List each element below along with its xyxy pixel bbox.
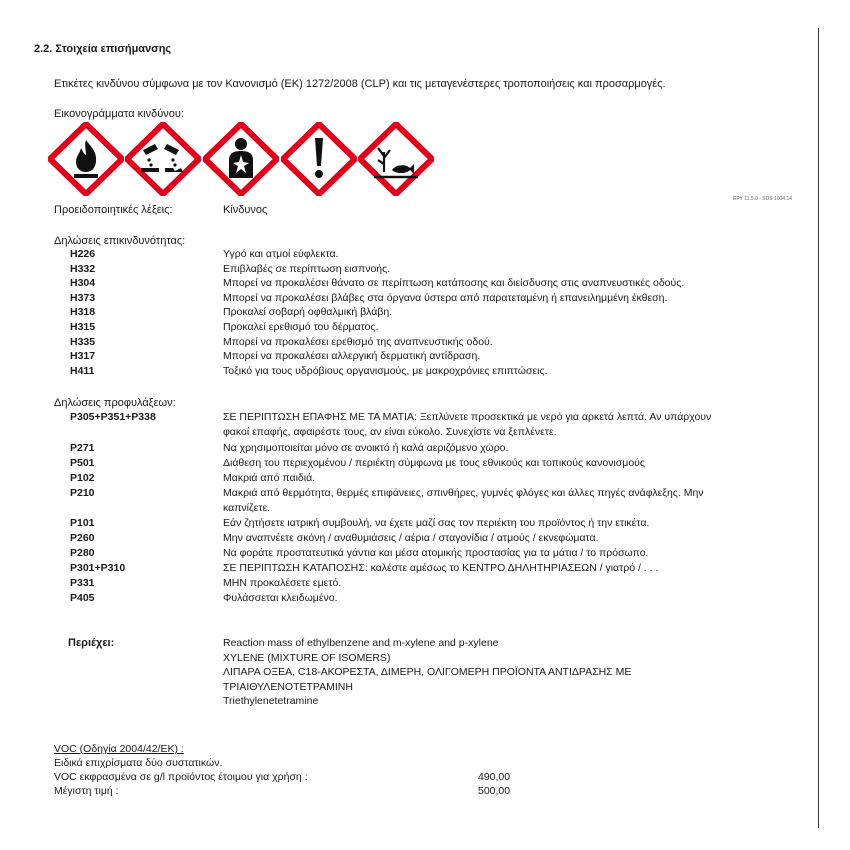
voc-line-1: Ειδικά επιχρίσματα δύο συστατικών. — [54, 757, 223, 769]
page-right-border — [818, 28, 819, 828]
hazard-code: H332 — [70, 262, 96, 275]
precaution-text: Να φοράτε προστατευτικά γάντια και μέσα ατομικής προστασίας για τα μάτια / το πρόσωπο. — [223, 547, 649, 559]
hazard-text: Μπορεί να προκαλέσει θάνατο σε περίπτωση κατάποσης και διείσδυσης στις αναπνευστικές οδούς. — [223, 277, 685, 290]
voc-line-2-label: VOC εκφρασμένα σε g/l προϊόντος έτοιμου για χρήση : — [54, 771, 308, 783]
precaution-text: ΣΕ ΠΕΡΙΠΤΩΣΗ ΕΠΑΦΗΣ ΜΕ ΤΑ ΜΑΤΙΑ: Ξεπλύνετε προσεκτικά με νερό για αρκετά λεπτά. Αν υπάρχουν — [223, 411, 712, 423]
precaution-code: P301+P310 — [70, 562, 126, 574]
hazard-text: Μπορεί να προκαλέσει ερεθισμό της αναπνευστικής οδού. — [223, 335, 493, 348]
precaution-text-cont: καπνίζετε. — [223, 501, 271, 514]
signal-word-label: Προειδοποιητικές λέξεις: — [54, 204, 173, 216]
precaution-text: Να χρησιμοποιείται μόνο σε ανοικτό ή καλά αεριζόμενο χώρο. — [223, 442, 509, 454]
precaution-code: P210 — [70, 487, 95, 499]
hazard-text: Μπορεί να προκαλέσει αλλεργική δερματική αντίδραση. — [223, 350, 481, 363]
contains-line: ΤΡΙΑΙΘΥΛΕΝΟΤΕΤΡΑΜΙΝΗ — [223, 680, 353, 693]
health-hazard-icon — [203, 122, 279, 196]
hazard-code: H318 — [70, 306, 96, 319]
hazard-text: Υγρό και ατμοί εύφλεκτα. — [223, 248, 339, 260]
exclamation-icon — [281, 122, 357, 196]
precaution-text: Μην αναπνέετε σκόνη / αναθυμιάσεις / αέρια / σταγονίδια / ατμούς / εκνεφώματα. — [223, 532, 599, 544]
voc-line-3-value: 500,00 — [478, 785, 511, 797]
flame-icon — [48, 122, 124, 196]
contains-line: XYLENE (MIXTURE OF ISOMERS) — [223, 651, 391, 664]
environment-icon — [358, 122, 434, 196]
hazard-code: H226 — [70, 248, 96, 260]
hazard-code: H411 — [70, 364, 95, 377]
precaution-text: ΣΕ ΠΕΡΙΠΤΩΣΗ ΚΑΤΑΠΟΣΗΣ: καλέστε αμέσως το ΚΕΝΤΡΟ ΔΗΛΗΤΗΡΙΑΣΕΩΝ / γιατρό / . . . — [223, 562, 659, 574]
precaution-code: P280 — [70, 547, 95, 559]
voc-title: VOC (Οδηγία 2004/42/ΕΚ) : — [54, 743, 184, 755]
precaution-text: Διάθεση του περιεχομένου / περιέκτη σύμφωνα με τους εθνικούς και τοπικούς κανονισμούς — [223, 457, 645, 469]
hazard-text: Τοξικό για τους υδρόβιους οργανισμούς, με μακροχρόνιες επιπτώσεις. — [223, 364, 548, 377]
pictograms-label: Εικονογράμματα κινδύνου: — [54, 108, 184, 120]
document-stamp: EPY 11.5.0 - SDS 1004.14 — [733, 196, 793, 202]
precautionary-statements-label: Δηλώσεις προφυλάξεων: — [54, 397, 176, 409]
precaution-code: P501 — [70, 457, 95, 469]
contains-line: ΛΙΠΑΡΑ ΟΞΕΑ, C18-ΑΚΟΡΕΣΤΑ, ΔΙΜΕΡΗ, ΟΛΙΓΟΜΕΡΗ ΠΡΟΪΟΝΤΑ ΑΝΤΙΔΡΑΣΗΣ ΜΕ — [223, 666, 632, 678]
hazard-code: H373 — [70, 291, 96, 304]
signal-word-value: Κίνδυνος — [223, 204, 268, 216]
precaution-code: P305+P351+P338 — [70, 411, 156, 423]
contains-label: Περιέχει: — [68, 637, 115, 649]
hazard-text: Προκαλεί ερεθισμό του δέρματος. — [223, 321, 379, 333]
precaution-code: P101 — [70, 517, 95, 529]
precaution-text: Φυλάσσεται κλειδωμένο. — [223, 592, 338, 604]
precaution-code: P102 — [70, 472, 95, 484]
precaution-text: Μακριά από θερμότητα, θερμές επιφάνειες, σπινθήρες, γυμνές φλόγες και άλλες πηγές ανάφλεξης. Μην — [223, 487, 704, 499]
hazard-code: H315 — [70, 321, 96, 333]
contains-line: Reaction mass of ethylbenzene and m-xylene and p-xylene — [223, 637, 499, 649]
voc-line-2-value: 490,00 — [478, 771, 511, 783]
precaution-text-cont: φακοί επαφής, αφαιρέστε τους, αν είναι εύκολο. Συνεχίστε να ξεπλένετε. — [223, 425, 557, 438]
hazard-code: H317 — [70, 350, 96, 363]
contains-line: Triethylenetetramine — [223, 695, 319, 707]
precaution-code: P331 — [70, 577, 95, 589]
hazard-statements-label: Δηλώσεις επικινδυνότητας: — [54, 235, 186, 247]
hazard-code: H335 — [70, 335, 96, 348]
precaution-text: Μακριά από παιδιά. — [223, 472, 316, 484]
hazard-text: Επιβλαβές σε περίπτωση εισπνοής. — [223, 262, 391, 275]
voc-line-3-label: Μέγιστη τιμή : — [54, 785, 119, 797]
corrosion-icon — [125, 122, 201, 196]
precaution-code: P405 — [70, 592, 95, 604]
precaution-text: Εάν ζητήσετε ιατρική συμβουλή, να έχετε μαζί σας τον περιέκτη του προϊόντος ή την ετικέτα. — [223, 517, 650, 529]
ghs-pictograms — [48, 122, 438, 196]
hazard-text: Προκαλεί σοβαρή οφθαλμική βλάβη. — [223, 306, 393, 319]
hazard-code: H304 — [70, 277, 96, 290]
precaution-code: P271 — [70, 442, 95, 454]
section-heading: 2.2. Στοιχεία επισήμανσης — [34, 43, 172, 55]
hazard-text: Μπορεί να προκαλέσει βλάβες στα όργανα ύστερα από παρατεταμένη ή επανειλημμένη έκθεση. — [223, 291, 668, 304]
precaution-text: ΜΗΝ προκαλέσετε εμετό. — [223, 577, 342, 589]
intro-text: Ετικέτες κινδύνου σύμφωνα με τον Κανονισμό (ΕΚ) 1272/2008 (CLP) και τις μεταγενέστερες τροποποιήσεις και προσαρμογές. — [54, 78, 666, 90]
precaution-code: P260 — [70, 532, 95, 544]
